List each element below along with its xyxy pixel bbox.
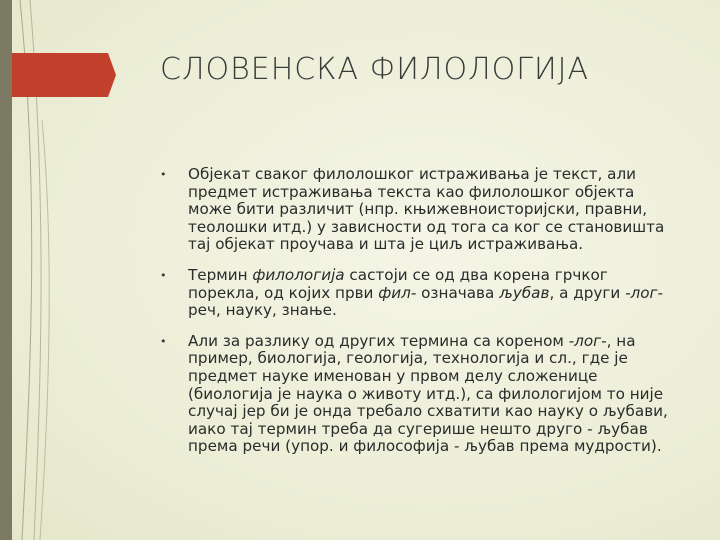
bullet-list <box>160 166 680 469</box>
bullet-text: Термин филологија састоји се од два корена грчког порекла, од којих први фил- означава љубав, а други -лог- реч, науку, знање. <box>188 265 664 320</box>
bullet-item <box>160 333 680 456</box>
bullet-item <box>160 267 680 320</box>
bullet-marker: • <box>160 334 167 348</box>
bullet-marker: • <box>160 268 167 282</box>
bullet-item <box>160 166 680 254</box>
title-accent-tab <box>12 53 108 97</box>
bullet-text: Објекат сваког филолошког истраживања је текст, али предмет истраживања текста као филолошког објекта може бити различит (нпр. књижевноисторијски, правни, теолошки итд.) у зависности од тога са ког се становишта тај објекат проучава и шта је циљ истраживања. <box>188 165 665 254</box>
slide-title: СЛОВЕНСКА ФИЛОЛОГИЈА <box>160 52 590 87</box>
bullet-marker: • <box>160 168 167 181</box>
bullet-text: Али за разлику од других термина са кореном -лог-, на пример, биологија, геологија, технологија и сл., где је предмет науке именован у првом делу сложенице (биологија је наука о животу итд.), са филологијом то није случај јер би је онда требало схватити као науку о љубави, иако тај термин треба да сугерише нешто друго - љубав према речи (упор. и философија - љубав према мудрости). <box>188 331 668 456</box>
